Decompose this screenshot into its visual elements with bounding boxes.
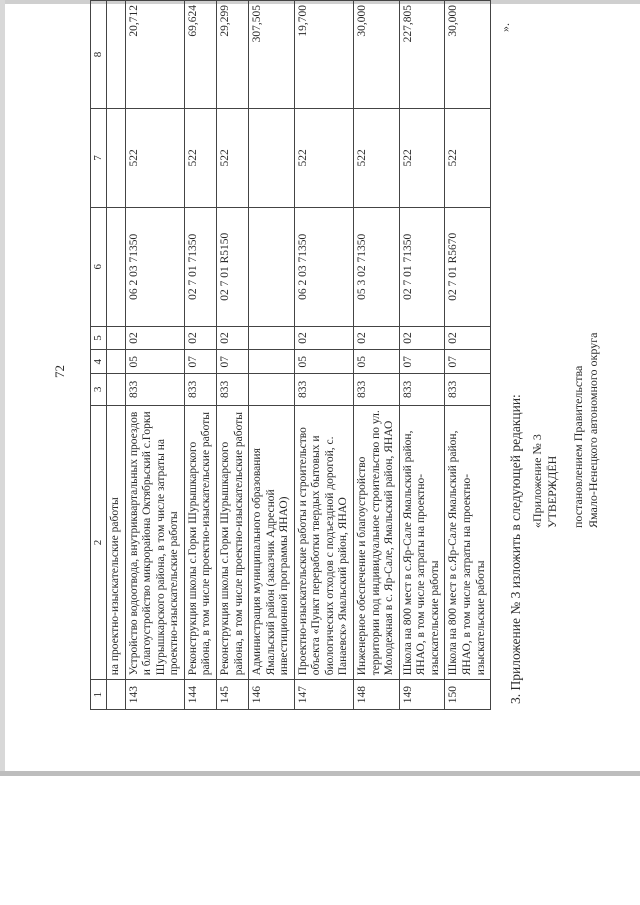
- row-col7: 522: [184, 108, 216, 207]
- page-number: 72: [52, 365, 67, 378]
- row-name: Устройство водоотвода, внутриквартальных проездов и благоустройство микрорайона Октябрьский с.Горки Шурышкарского района, в том числе затраты на проектно-изыскательские работы: [125, 405, 184, 680]
- row-col7: [249, 108, 295, 207]
- row-col7: 522: [399, 108, 445, 207]
- row-code: 05 3 02 71350: [354, 207, 400, 326]
- budget-table: [90, 0, 491, 710]
- continuation-row: [107, 1, 126, 710]
- row-col3: 833: [125, 374, 184, 406]
- row-name: Школа на 800 мест в с.Яр-Сале Ямальский район, ЯНАО, в том числе затраты на проектно-изыскательские работы: [445, 405, 491, 680]
- row-code: 06 2 03 71350: [125, 207, 184, 326]
- table-row: [249, 1, 295, 710]
- row-col3: 833: [184, 374, 216, 406]
- header-cell: 2: [91, 405, 107, 680]
- row-code: 02 7 01 R5670: [445, 207, 491, 326]
- row-col5: 02: [354, 326, 400, 350]
- row-col3: 833: [445, 374, 491, 406]
- row-number: 147: [294, 680, 353, 710]
- continuation-text: на проектно-изыскательские работы: [107, 405, 126, 680]
- row-col4: 07: [399, 350, 445, 374]
- row-col5: 02: [399, 326, 445, 350]
- row-col5: [249, 326, 295, 350]
- table-row: [294, 1, 353, 710]
- row-col5: 02: [216, 326, 248, 350]
- row-amount: 29,299: [216, 1, 248, 109]
- table-row: [445, 1, 491, 710]
- header-cell: 1: [91, 680, 107, 710]
- row-code: 02 7 01 R5150: [216, 207, 248, 326]
- government-line: Ямало-Ненецкого автономного округа: [586, 332, 600, 528]
- appendix-title: «Приложение № 3: [530, 434, 544, 528]
- table-row: [184, 1, 216, 710]
- row-col4: 07: [445, 350, 491, 374]
- row-col7: 522: [125, 108, 184, 207]
- decree-line: постановлением Правительства: [571, 365, 585, 528]
- row-code: [249, 207, 295, 326]
- scan-edge-bottom: [0, 771, 640, 776]
- header-cell: 8: [91, 1, 107, 109]
- row-col7: 522: [445, 108, 491, 207]
- table-row: [354, 1, 400, 710]
- row-number: 146: [249, 680, 295, 710]
- row-col7: 522: [354, 108, 400, 207]
- row-name: Администрация муниципального образования Ямальский район (заказчик Адресной инвестиционной программы ЯНАО): [249, 405, 295, 680]
- header-cell: 7: [91, 108, 107, 207]
- row-amount: 30,000: [445, 1, 491, 109]
- row-col5: 02: [445, 326, 491, 350]
- header-cell: 5: [91, 326, 107, 350]
- row-col5: 02: [294, 326, 353, 350]
- row-number: 144: [184, 680, 216, 710]
- row-name: Школа на 800 мест в с.Яр-Сале Ямальский район, ЯНАО, в том числе затраты на проектно-изыскательские работы: [399, 405, 445, 680]
- row-code: 02 7 01 71350: [184, 207, 216, 326]
- row-col4: 05: [294, 350, 353, 374]
- table-row: [399, 1, 445, 710]
- budget-table-container: [90, 0, 491, 710]
- amendment-paragraph: 3. Приложение № 3 изложить в следующей редакции:: [508, 394, 523, 704]
- row-number: 143: [125, 680, 184, 710]
- header-cell: 6: [91, 207, 107, 326]
- row-number: 150: [445, 680, 491, 710]
- row-code: 02 7 01 71350: [399, 207, 445, 326]
- row-code: 06 2 03 71350: [294, 207, 353, 326]
- row-col7: 522: [294, 108, 353, 207]
- table-row: [125, 1, 184, 710]
- row-amount: 69,624: [184, 1, 216, 109]
- row-name: Проектно-изыскательские работы и строительство объекта «Пункт переработки твердых бытовых и биологических отходов с подъездной дорогой, с. Панаевск» Ямальский район, ЯНАО: [294, 405, 353, 680]
- approved-label: УТВЕРЖДЁН: [545, 455, 559, 528]
- row-col3: 833: [399, 374, 445, 406]
- row-col3: 833: [354, 374, 400, 406]
- table-body: [125, 1, 491, 710]
- row-col3: 833: [294, 374, 353, 406]
- row-number: 148: [354, 680, 400, 710]
- table-header-row: [91, 1, 107, 710]
- row-amount: 20,712: [125, 1, 184, 109]
- row-amount: 30,000: [354, 1, 400, 109]
- header-cell: 3: [91, 374, 107, 406]
- closing-quote: ».: [498, 23, 512, 32]
- row-name: Реконструкция школы с.Горки Шурышкарского района, в том числе проектно-изыскательские работы: [184, 405, 216, 680]
- row-amount: 227,805: [399, 1, 445, 109]
- row-col4: 05: [354, 350, 400, 374]
- appendix-approval-block: [530, 333, 601, 528]
- row-col4: [249, 350, 295, 374]
- row-col3: 833: [216, 374, 248, 406]
- row-number: 145: [216, 680, 248, 710]
- row-col4: 07: [184, 350, 216, 374]
- row-col7: 522: [216, 108, 248, 207]
- row-name: Инженерное обеспечение и благоустройство территории под индивидуальное строительство по ул. Молодежная в с. Яр-Сале, Ямальский район, ЯНАО: [354, 405, 400, 680]
- header-cell: 4: [91, 350, 107, 374]
- row-name: Реконструкция школы с.Горки Шурышкарского района, в том числе проектно-изыскательские работы: [216, 405, 248, 680]
- table-row: [216, 1, 248, 710]
- row-number: 149: [399, 680, 445, 710]
- row-col3: [249, 374, 295, 406]
- row-col5: 02: [125, 326, 184, 350]
- row-amount: 307,505: [249, 1, 295, 109]
- row-amount: 19,700: [294, 1, 353, 109]
- row-col4: 05: [125, 350, 184, 374]
- row-col5: 02: [184, 326, 216, 350]
- row-col4: 07: [216, 350, 248, 374]
